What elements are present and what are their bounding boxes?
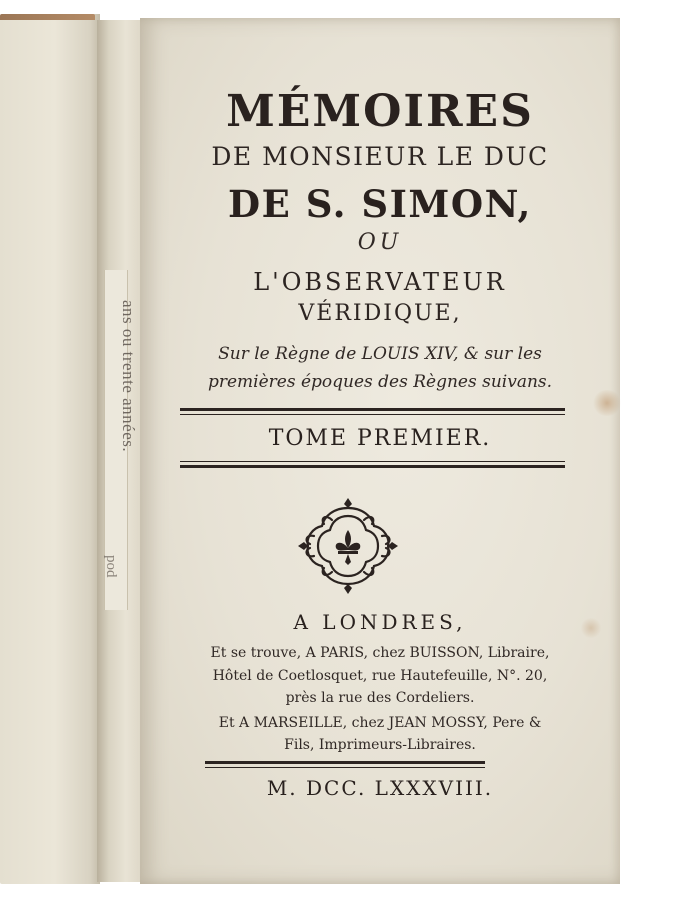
book-title: MÉMOIRES [226,86,534,137]
alt-title-line-2: VÉRIDIQUE, [298,301,462,326]
facing-page-bleed-text: ans ou trente années. [119,300,138,453]
title-page [140,18,620,884]
rule-top-thick [180,408,565,411]
imprint-line-3: près la rue des Cordeliers. [285,690,475,706]
rule-bottom-thin [205,767,485,768]
scope-line-1: Sur le Règne de LOUIS XIV, & sur les [218,344,542,364]
alt-title-line-1: L'OBSERVATEUR [253,268,507,296]
imprint-line-4: Et A MARSEILLE, chez JEAN MOSSY, Pere & [218,715,542,731]
subtitle-line-2: DE S. SIMON, [228,182,532,226]
rule-mid-thick [180,465,565,468]
imprint-line-1: Et se trouve, A PARIS, chez BUISSON, Libraire, [210,645,550,661]
conjunction: OU [357,230,403,255]
facing-page-bleed-text-2: pod [103,555,119,578]
subtitle-line-1: DE MONSIEUR LE DUC [211,142,549,171]
fleur-de-lis-ornament-icon [292,490,404,602]
imprint-city: A LONDRES, [293,610,467,634]
imprint-line-2: Hôtel de Coetlosquet, rue Hautefeuille, N°. 20, [212,668,548,684]
imprint-line-5: Fils, Imprimeurs-Libraires. [284,737,476,753]
facing-page-edge [0,14,95,20]
rule-top-thin [180,414,565,415]
foxing-stain [592,390,622,416]
publication-date: M. DCC. LXXXVIII. [266,776,494,800]
volume-label: TOME PREMIER. [268,426,492,451]
scope-line-2: premières époques des Règnes suivans. [207,372,553,392]
rule-mid-thin [180,461,565,462]
facing-page [0,14,100,884]
rule-bottom-thick [205,761,485,764]
